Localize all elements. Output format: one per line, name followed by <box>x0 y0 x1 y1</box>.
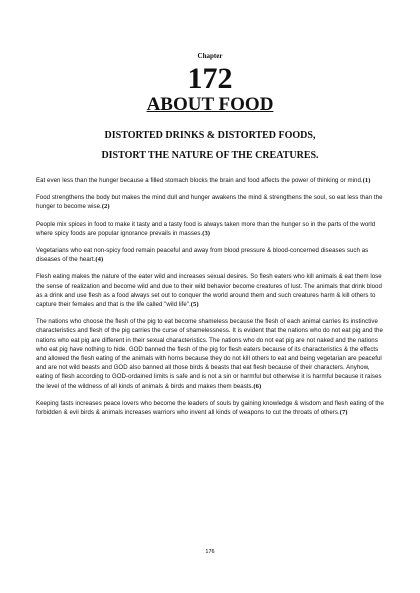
paragraph-text: Food strengthens the body but makes the mind dull and hunger awakens the mind & strengthens the soul, so eat less than the hunger to become wise. <box>36 194 383 211</box>
reference-marker: (1) <box>362 177 371 184</box>
subtitle-2: DISTORT THE NATURE OF THE CREATURES. <box>101 150 319 161</box>
paragraph-4 <box>36 246 384 264</box>
reference-marker: (3) <box>202 229 211 237</box>
paragraph-text: The nations who choose the flesh of the pig to eat become shameless because the flesh of each animal carries its instinctive characteristics and flesh of the pig carries the curse of shamelessness. It is evident that the nations who do not eat pig and the nations who eat pig are different in their sexual characteristics. The nations who do not eat pig are not naked and the nations who eat pig have nothing to hide. GOD banned the flesh of the pig for flesh eaters because of its characteristics & the effects and allowed the flesh eating of the animals with horns because they do not kill others to eat and being vegetarian are peaceful and are not wild beasts and GOD also banned all those birds & beasts that eat flesh because of their characters. Anyhow, eating of flesh according to GOD-ordained limits is safe and is not a sin or harmful but otherwise it is harmful because it raises the level of the wildness of all kinds of animals & birds and makes them beasts. <box>36 318 383 390</box>
paragraph-7 <box>36 399 384 417</box>
paragraph-1 <box>36 176 384 185</box>
paragraph-text: Flesh eating makes the nature of the eater wild and increases sexual desires. So flesh eaters who kill animals & eat them lose the sense of realization and become wild and due to their wild behavior become creatures of lust. The animals that drink blood as a drink and use flesh as a food always set out to conquer the world around them and such creatures harm & kill others to capture their females and that is the life called "wild life". <box>36 273 382 309</box>
page-number: 176 <box>205 549 215 555</box>
reference-marker: (7) <box>339 409 348 417</box>
chapter-number: 172 <box>187 62 233 95</box>
paragraph-5 <box>36 272 384 309</box>
paragraph-3 <box>36 220 384 238</box>
chapter-title: ABOUT FOOD <box>146 94 274 115</box>
paragraph-6 <box>36 317 384 391</box>
reference-marker: (2) <box>101 203 110 211</box>
reference-marker: (5) <box>190 301 199 309</box>
reference-marker: (4) <box>95 256 104 264</box>
paragraph-text: People mix spices in food to make it tasty and a tasty food is always taken more than the hunger so in the parts of the world where spicy foods are popular ignorance prevails in masses. <box>36 220 376 237</box>
subtitle-1: DISTORTED DRINKS & DISTORTED FOODS, <box>104 130 316 141</box>
chapter-label: Chapter <box>197 52 223 60</box>
paragraph-2 <box>36 193 384 211</box>
reference-marker: (6) <box>253 382 262 390</box>
paragraph-text: Keeping fasts increases peace lovers who become the leaders of souls by gaining knowledge & wisdom and flesh eating of the forbidden & evil birds & animals increases warriors who invent all kinds of weapons to cut the throats of others. <box>36 399 384 417</box>
paragraph-text: Eat even less than the hunger because a filled stomach blocks the brain and food affects the power of thinking or mind. <box>36 177 363 184</box>
paragraph-text: Vegetarians who eat non-spicy food remain peaceful and away from blood pressure & blood-concerned diseases such as diseases of the heart. <box>36 247 369 264</box>
